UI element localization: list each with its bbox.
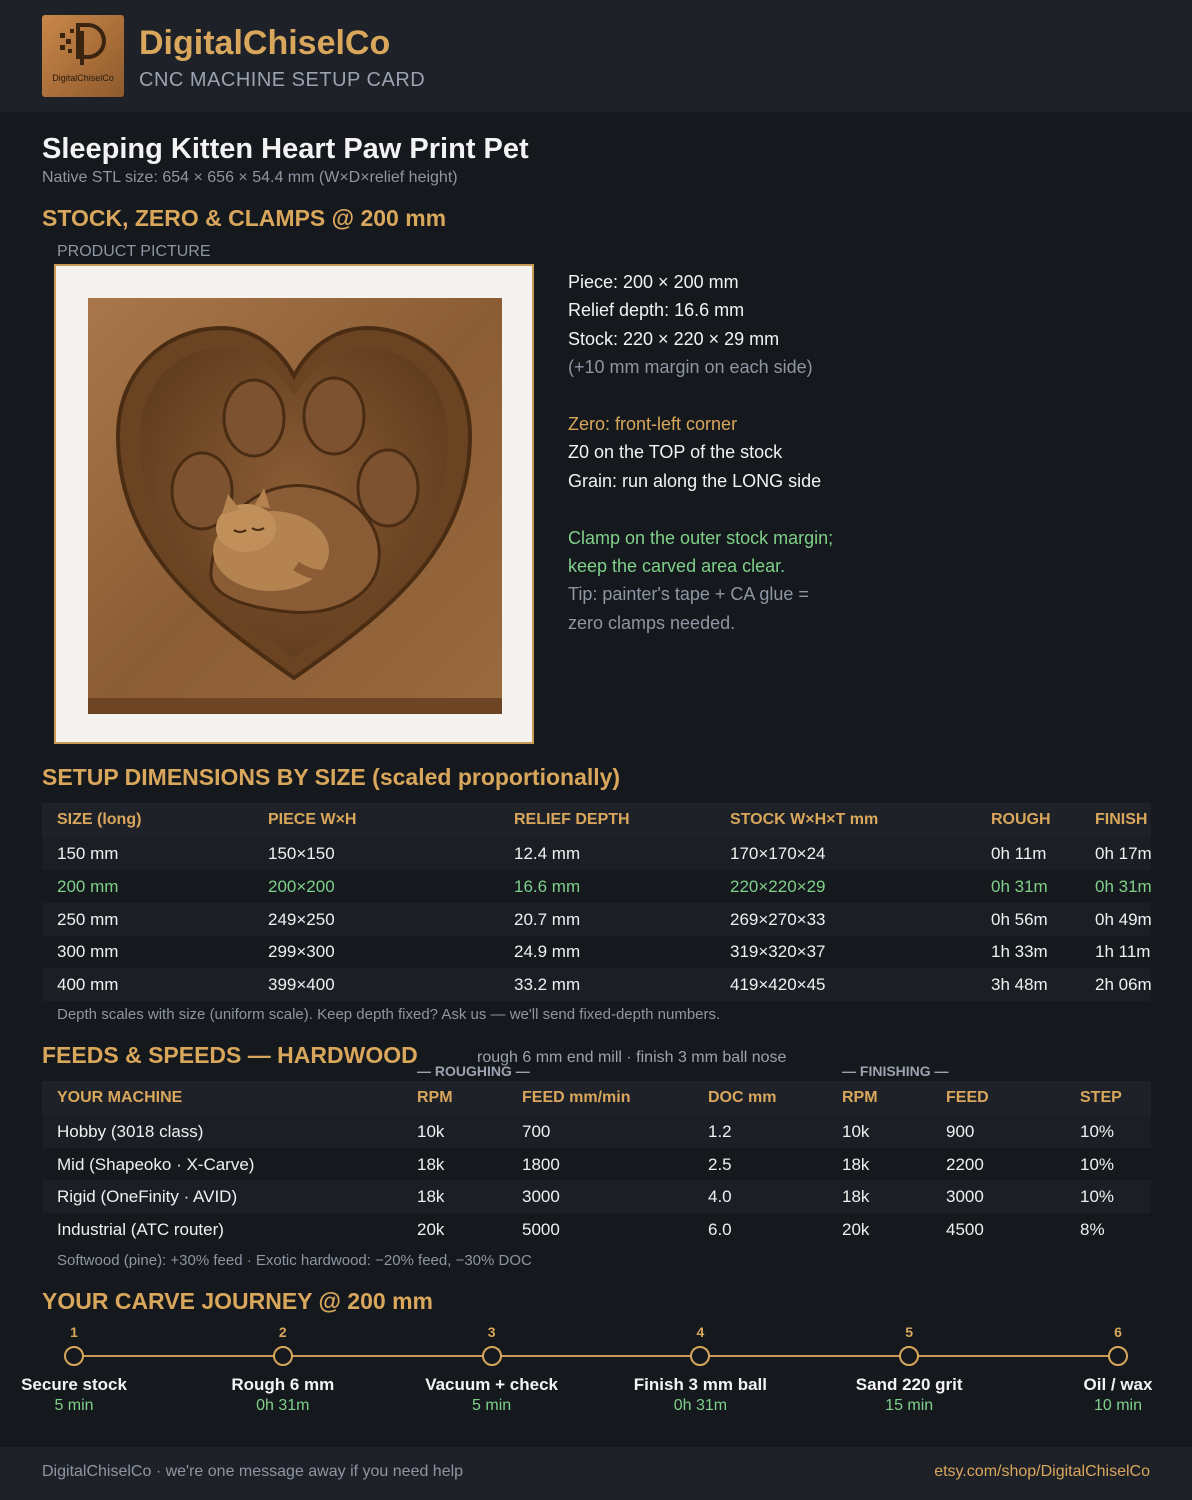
column-header: FEED [946,1089,989,1106]
table-cell: Rigid (OneFinity · AVID) [57,1187,238,1207]
native-size: Native STL size: 654 × 656 × 54.4 mm (W×D×relief height) [42,169,458,186]
table-cell: 269×270×33 [730,909,826,929]
table-cell: 4500 [946,1219,984,1239]
table-cell: 20.7 mm [514,909,581,929]
step-time: 10 min [1093,1397,1143,1414]
table-row [42,837,1151,870]
step-label: Finish 3 mm ball [633,1375,767,1394]
table-header [42,803,1151,837]
table-cell: Mid (Shapeoko · X-Carve) [57,1154,255,1174]
table-cell: 10% [1080,1187,1115,1207]
table-row [42,903,1151,936]
stock-info-line [568,382,833,410]
table-cell: 18k [417,1154,445,1174]
column-header: PIECE W×H [268,811,357,828]
table-cell: 20k [417,1219,445,1239]
table-cell: Hobby (3018 class) [57,1122,204,1141]
footer [0,1447,1192,1500]
table-cell: 319×320×37 [730,942,826,962]
table-cell: 299×300 [268,942,335,962]
step-label: Secure stock [21,1375,127,1394]
table-cell: 150 mm [57,844,119,863]
column-header: RPM [417,1089,453,1106]
table-cell: 249×250 [268,909,335,929]
step-label: Sand 220 grit [855,1375,963,1394]
stock-info-line [568,495,833,523]
step-dot-icon [899,1346,919,1366]
table-cell: 399×400 [268,975,335,995]
column-header: SIZE (long) [57,811,142,828]
table-cell: 10k [417,1122,445,1141]
product-picture [54,264,534,744]
table-cell: 400 mm [57,975,119,995]
table-cell: 18k [842,1154,870,1174]
stock-info-line: Stock: 220 × 220 × 29 mm [568,328,780,349]
table-cell: 419×420×45 [730,975,826,995]
step-time: 5 min [472,1397,512,1414]
timeline-line [74,1355,1118,1357]
step-number: 3 [487,1324,496,1340]
table-cell: 4.0 [708,1187,732,1207]
stock-info-line: Piece: 200 × 200 mm [568,272,739,292]
table-cell: 0h 31m [991,876,1048,896]
table-cell: 220×220×29 [730,876,826,896]
table-row [42,935,1151,968]
step-number: 5 [905,1324,914,1340]
table-cell: 900 [946,1122,975,1141]
table-row [42,870,1151,903]
stock-info-line: Zero: front-left corner [568,413,738,434]
table-cell: Industrial (ATC router) [57,1219,224,1239]
step-time: 0h 31m [673,1397,728,1414]
brand-name: DigitalChiselCo [139,24,391,62]
table-cell: 18k [417,1187,445,1207]
step-label: Vacuum + check [425,1375,558,1394]
table-row [42,1213,1151,1246]
table-cell: 0h 11m [991,844,1047,863]
table-cell: 12.4 mm [514,844,581,863]
column-header: YOUR MACHINE [57,1089,183,1106]
table-cell: 0h 17m [1095,844,1152,863]
step-dot-icon [482,1346,502,1366]
finishing-group-label: — FINISHING — [842,1063,949,1079]
tooling-note: rough 6 mm end mill · finish 3 mm ball nose [477,1049,787,1066]
table-cell: 33.2 mm [514,975,581,995]
table-cell: 2200 [946,1154,984,1174]
logo-wordmark: DigitalChiselCo [52,73,114,83]
dims-heading: SETUP DIMENSIONS BY SIZE (scaled proportionally) [42,764,621,790]
table-cell: 2.5 [708,1154,732,1174]
step-number: 6 [1114,1324,1122,1340]
table-cell: 10% [1080,1122,1115,1141]
carved-heart-paw-image [56,266,532,742]
column-header: STOCK W×H×T mm [730,811,879,828]
table-cell: 0h 56m [991,909,1048,929]
table-row [42,968,1151,1001]
table-cell: 200 mm [57,876,119,896]
table-cell: 24.9 mm [514,942,581,962]
step-time: 0h 31m [256,1397,310,1414]
table-cell: 10% [1080,1154,1115,1174]
header [0,0,1192,112]
table-cell: 1800 [522,1154,560,1174]
table-cell: 170×170×24 [730,844,826,863]
feeds-note: Softwood (pine): +30% feed · Exotic hardwood: −20% feed, −30% DOC [57,1252,532,1269]
stock-heading: STOCK, ZERO & CLAMPS @ 200 mm [42,205,447,231]
stock-info-line: zero clamps needed. [568,612,736,633]
footer-help: DigitalChiselCo · we're one message away if you need help [42,1463,464,1480]
table-cell: 250 mm [57,909,119,929]
table-cell: 6.0 [708,1219,732,1239]
table-row [42,1148,1151,1181]
shop-link[interactable]: etsy.com/shop/DigitalChiselCo [934,1463,1150,1480]
column-header: STEP [1080,1089,1122,1106]
stock-info [568,268,833,637]
step-dot-icon [273,1346,293,1366]
table-cell: 3h 48m [991,975,1048,995]
chisel-logo-icon [56,21,110,73]
table-cell: 5000 [522,1219,560,1239]
table-row [42,1180,1151,1213]
table-cell: 300 mm [57,942,119,962]
stock-info-line: Clamp on the outer stock margin; [568,527,834,548]
column-header: RELIEF DEPTH [514,811,630,828]
step-label: Oil / wax [1083,1375,1153,1394]
stock-info-line: Tip: painter's tape + CA glue = [568,584,809,605]
table-cell: 1.2 [708,1122,732,1141]
dims-note: Depth scales with size (uniform scale). Keep depth fixed? Ask us — we'll send fixed-depth numbers. [57,1006,721,1023]
stock-info-line: Z0 on the TOP of the stock [568,442,783,463]
roughing-group-label: — ROUGHING — [417,1063,530,1079]
table-cell: 20k [842,1219,870,1239]
step-number: 1 [70,1324,78,1340]
table-cell: 1h 11m [1095,942,1151,962]
table-cell: 10k [842,1122,870,1141]
stock-info-line: Relief depth: 16.6 mm [568,300,745,321]
step-dot-icon [690,1346,710,1366]
feeds-heading: FEEDS & SPEEDS — HARDWOOD [42,1042,418,1068]
table-cell: 200×200 [268,876,335,896]
column-header: DOC mm [708,1089,777,1106]
column-header: FINISH [1095,811,1148,828]
step-time: 15 min [885,1397,934,1414]
step-label: Rough 6 mm [231,1375,335,1394]
table-header [42,1081,1151,1115]
table-cell: 700 [522,1122,551,1141]
stock-info-line: (+10 mm margin on each side) [568,357,813,378]
table-cell: 150×150 [268,844,335,863]
picture-caption: PRODUCT PICTURE [57,243,211,260]
column-header: RPM [842,1089,878,1106]
step-number: 2 [278,1324,287,1340]
stock-info-line: keep the carved area clear. [568,555,786,576]
table-cell: 16.6 mm [514,876,581,896]
step-time: 5 min [54,1397,94,1414]
stock-info-line: Grain: run along the LONG side [568,470,822,491]
table-cell: 1h 33m [991,942,1048,962]
column-header: FEED mm/min [522,1089,631,1106]
table-row [42,1115,1151,1148]
card-subtitle: CNC MACHINE SETUP CARD [139,69,426,91]
brand-logo [42,15,124,97]
table-cell: 8% [1080,1219,1105,1239]
table-cell: 0h 31m [1095,876,1152,896]
step-number: 4 [696,1324,705,1340]
table-cell: 2h 06m [1095,975,1152,995]
journey-heading: YOUR CARVE JOURNEY @ 200 mm [42,1288,433,1314]
table-cell: 3000 [522,1187,560,1207]
product-title: Sleeping Kitten Heart Paw Print Pet [42,133,529,165]
step-dot-icon [1108,1346,1128,1366]
table-cell: 3000 [946,1187,984,1207]
table-cell: 0h 49m [1095,909,1152,929]
step-dot-icon [64,1346,84,1366]
column-header: ROUGH [991,811,1051,828]
table-cell: 18k [842,1187,870,1207]
